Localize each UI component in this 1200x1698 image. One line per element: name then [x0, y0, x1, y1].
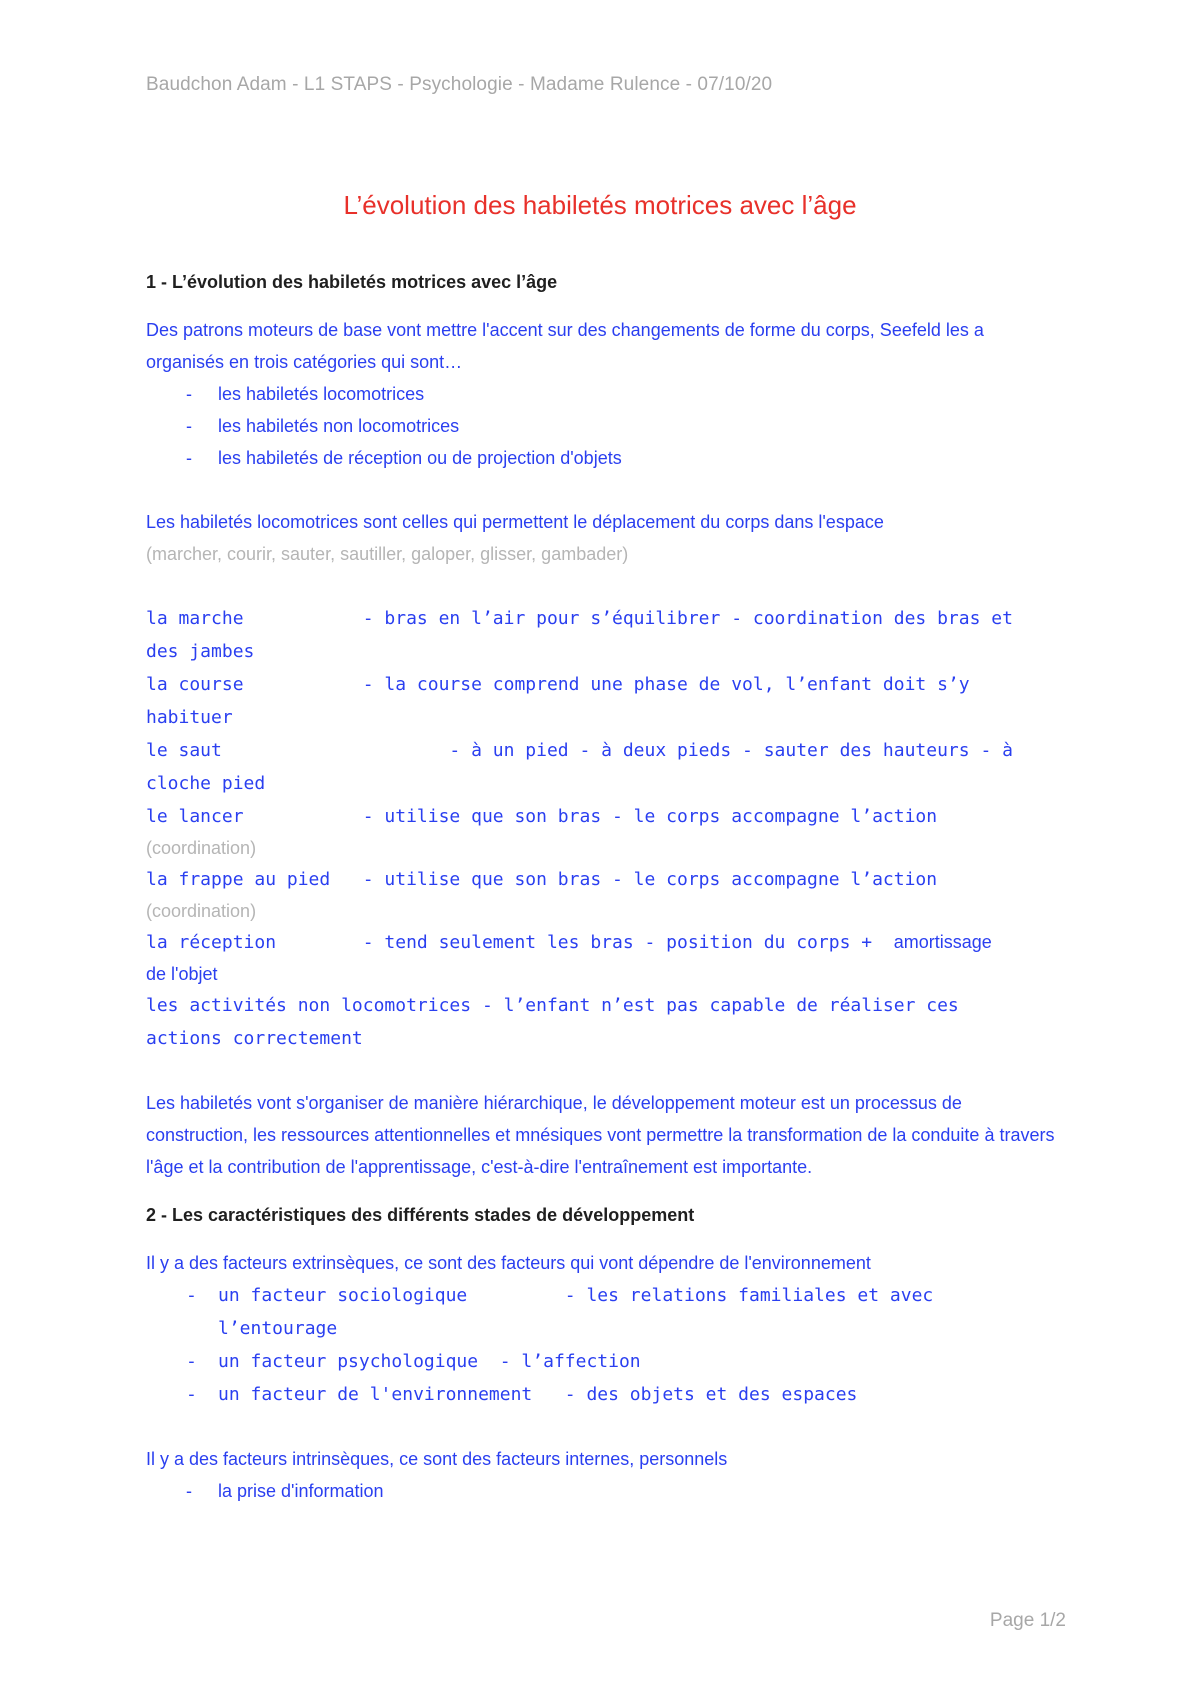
- document-title: L’évolution des habiletés motrices avec l’âge: [343, 190, 857, 220]
- skill-note: (coordination): [146, 901, 257, 921]
- skill-row: [146, 734, 1058, 800]
- skill-line: le saut - à un pied - à deux pieds - sauter des hauteurs - à: [146, 740, 1013, 761]
- skill-row: [146, 800, 1058, 863]
- skill-line: le lancer - utilise que son bras - le corps accompagne l’action: [146, 806, 938, 827]
- skill-line: la marche - bras en l’air pour s’équilibrer - coordination des bras et: [146, 608, 1013, 629]
- document-body: [146, 266, 1058, 1507]
- skill-line-tail: amortissage: [893, 932, 992, 952]
- locomotion-examples: (marcher, courir, sauter, sautiller, galoper, glisser, gambader): [146, 544, 629, 564]
- list-item: - les habiletés locomotrices: [146, 378, 1058, 410]
- section-2-heading-text: Les caractéristiques des différents stades de développement: [172, 1205, 695, 1225]
- extrinsic-line-continued: l’entourage: [218, 1318, 338, 1339]
- list-item: [146, 1279, 1058, 1345]
- intrinsic-paragraph: Il y a des facteurs intrinsèques, ce sont des facteurs internes, personnels: [146, 1449, 728, 1469]
- hierarchy-paragraph: Les habiletés vont s'organiser de manière hiérarchique, le développement moteur est un processus de construction, les ressources attentionnelles et mnésiques vont permettre la transformation de la conduite à travers l'âge et la contribution de l'apprentissage, c'est-à-dire l'entraînement est importante.: [146, 1093, 1055, 1177]
- skill-row: [146, 863, 1058, 926]
- list-item: - les habiletés de réception ou de projection d'objets: [146, 442, 1058, 474]
- skills-block: [146, 602, 1058, 1055]
- extrinsic-line: - un facteur de l'environnement - des objets et des espaces: [218, 1384, 858, 1405]
- skill-line-continued: cloche pied: [146, 773, 266, 794]
- extrinsic-list: [146, 1279, 1058, 1411]
- skill-row: [146, 668, 1058, 734]
- skill-row: [146, 602, 1058, 668]
- section-1-intro: Des patrons moteurs de base vont mettre l'accent sur des changements de forme du corps, Seefeld les a organisés en trois catégories qui sont…: [146, 320, 984, 372]
- section-2-number: 2 -: [146, 1205, 173, 1225]
- list-item: [146, 1345, 1058, 1378]
- skill-line-continued: des jambes: [146, 641, 255, 662]
- categories-list: [146, 378, 1058, 474]
- locomotion-paragraph: Les habiletés locomotrices sont celles qui permettent le déplacement du corps dans l'espace: [146, 512, 884, 532]
- skill-note: (coordination): [146, 838, 257, 858]
- skill-line: la réception - tend seulement les bras - position du corps +: [146, 932, 873, 953]
- skill-line: la frappe au pied - utilise que son bras - le corps accompagne l’action: [146, 869, 938, 890]
- list-item: - les habiletés non locomotrices: [146, 410, 1058, 442]
- section-1-heading: [146, 266, 1058, 298]
- list-item: [146, 1378, 1058, 1411]
- page-number: Page 1/2: [989, 1610, 1066, 1631]
- section-2-heading: [146, 1199, 1058, 1231]
- skill-line: la course - la course comprend une phase de vol, l’enfant doit s’y: [146, 674, 970, 695]
- skill-line-continued: habituer: [146, 707, 233, 728]
- intrinsic-list: [146, 1475, 1058, 1507]
- extrinsic-paragraph: Il y a des facteurs extrinsèques, ce sont des facteurs qui vont dépendre de l'environnement: [146, 1253, 871, 1273]
- skill-row: [146, 926, 1058, 989]
- page-header: Baudchon Adam - L1 STAPS - Psychologie - Madame Rulence - 07/10/20: [146, 74, 773, 95]
- section-1-number: 1 -: [146, 272, 173, 292]
- skill-line-continued: de l'objet: [146, 964, 218, 984]
- section-1-heading-text: L’évolution des habiletés motrices avec l’âge: [172, 272, 558, 292]
- skill-row: [146, 989, 1058, 1055]
- extrinsic-line: - un facteur sociologique - les relations familiales et avec: [218, 1285, 934, 1306]
- skill-line: les activités non locomotrices - l’enfant n’est pas capable de réaliser ces: [146, 995, 959, 1016]
- list-item: - la prise d'information: [146, 1475, 1058, 1507]
- skill-line-continued: actions correctement: [146, 1028, 363, 1049]
- extrinsic-line: - un facteur psychologique - l’affection: [218, 1351, 641, 1372]
